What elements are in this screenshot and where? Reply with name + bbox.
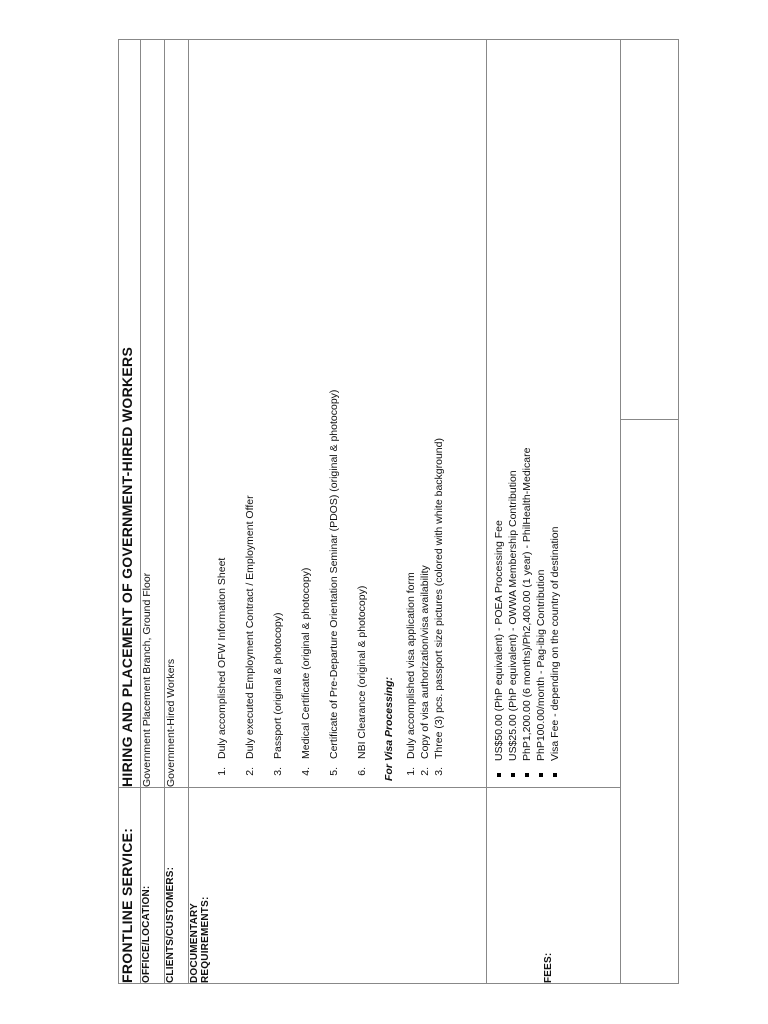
bullet-icon bbox=[511, 773, 515, 777]
list-item: 1. Duly accomplished OFW Information Sheet bbox=[216, 557, 228, 776]
list-item: 2. Duly executed Employment Contract / Employment Offer bbox=[244, 495, 256, 776]
list-item: 3. Passport (original & photocopy) bbox=[272, 612, 284, 776]
list-item: PhP100.00/month - Pag-ibig Contribution bbox=[535, 46, 548, 781]
fees-label: FEES: bbox=[487, 788, 621, 984]
bullet-icon bbox=[497, 773, 501, 777]
requirements-label bbox=[189, 788, 487, 984]
frontline-service-label: FRONTLINE SERVICE: bbox=[119, 788, 141, 984]
header-row bbox=[119, 39, 141, 983]
list-item: 3. Three (3) pcs. passport size pictures (colored with white background) bbox=[433, 438, 445, 776]
clients-label: CLIENTS/CUSTOMERS: bbox=[165, 788, 189, 984]
list-item: 5. Certificate of Pre-Departure Orientation Seminar (PDOS) (original & photocopy) bbox=[328, 389, 340, 776]
requirements-label-line1: DOCUMENTARY bbox=[189, 903, 200, 983]
bullet-icon bbox=[525, 773, 529, 777]
bullet-icon bbox=[553, 773, 557, 777]
clients-row bbox=[165, 39, 189, 983]
list-item: PhP1,200.00 (6 months)/Ph2,400.00 (1 year) - PhilHealth-Medicare bbox=[521, 46, 534, 781]
office-value: Government Placement Branch, Ground Floor bbox=[141, 39, 165, 787]
blank-row bbox=[621, 39, 679, 983]
service-table bbox=[118, 39, 679, 984]
list-item: 4. Medical Certificate (original & photocopy) bbox=[300, 567, 312, 776]
requirements-label-line2: REQUIREMENTS: bbox=[200, 896, 211, 983]
office-label: OFFICE/LOCATION: bbox=[141, 788, 165, 984]
fees-content bbox=[487, 39, 621, 787]
bullet-icon bbox=[539, 773, 543, 777]
list-item: 6. NBI Clearance (original & photocopy) bbox=[356, 585, 368, 776]
fees-row bbox=[487, 39, 621, 983]
blank-cell bbox=[621, 420, 679, 984]
visa-processing-heading: For Visa Processing: bbox=[383, 676, 395, 781]
service-title: HIRING AND PLACEMENT OF GOVERNMENT-HIRED WORKERS bbox=[119, 39, 141, 787]
fees-list bbox=[493, 46, 562, 781]
requirements-row bbox=[189, 39, 487, 983]
visa-requirements-list bbox=[405, 46, 446, 781]
list-item: 2. Copy of visa authorization/visa availability bbox=[419, 565, 431, 776]
list-item: US$25.00 (PhP equivalent) - OWWA Membership Contribution bbox=[507, 46, 520, 781]
list-item: Visa Fee - depending on the country of destination bbox=[549, 46, 562, 781]
rotated-document-page bbox=[118, 40, 678, 984]
list-item: US$50.00 (PhP equivalent) - POEA Processing Fee bbox=[493, 46, 506, 781]
blank-cell bbox=[621, 39, 679, 419]
documents-list bbox=[215, 46, 369, 781]
clients-value: Government-Hired Workers bbox=[165, 39, 189, 787]
requirements-content bbox=[189, 39, 487, 787]
list-item: 1. Duly accomplished visa application form bbox=[405, 572, 417, 776]
office-row bbox=[141, 39, 165, 983]
